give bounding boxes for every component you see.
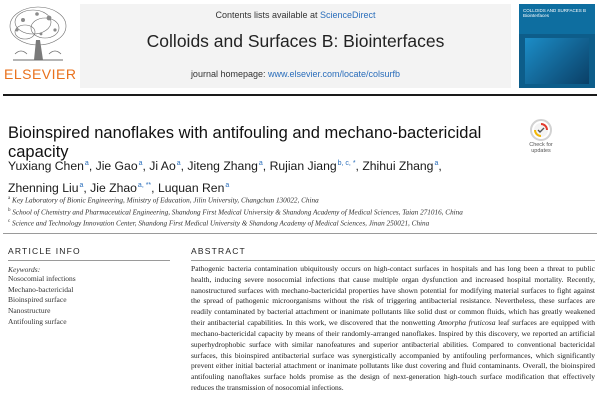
cover-image [525,38,589,84]
homepage-link[interactable]: www.elsevier.com/locate/colsurfb [268,69,401,79]
contents-line [80,10,511,20]
keyword-item: Antifouling surface [8,316,67,326]
article-info-heading: ARTICLE INFO [8,246,81,256]
author[interactable]: Zhenning Liu$^a$ [8,181,84,196]
affiliations [8,194,588,229]
abstract-rule [191,260,595,261]
article-info-rule [8,260,170,261]
affiliation-item: $^a$ Key Laboratory of Bionic Engineering, Ministry of Education, Jilin University, Changchun 130022, China [8,196,319,205]
species-name: Amorpha fruticosa [437,318,496,328]
homepage-prefix: journal homepage: [190,69,268,79]
author[interactable]: Rujian Jiang$^{b, c, *}$ [269,159,356,174]
sciencedirect-link[interactable]: ScienceDirect [320,10,376,20]
keyword-item: Nosocomial infections [8,274,76,283]
journal-cover-thumbnail[interactable] [519,4,595,88]
elsevier-tree-logo [3,2,73,64]
abstract-heading: ABSTRACT [191,246,246,256]
keyword-item: Nanostructure [8,306,51,316]
author-list: Yuxiang Chen$^a$, Jie Gao$^a$, Ji Ao$^a$, Jiteng Zhang$^a$, Rujian Jiang$^{b, c, *}$, Zhihui Zhang$^a$, Zhenning Liu$^a$, Jie Zhao$^{a, **}$, Luquan Ren$^a$ [8,159,442,196]
author[interactable]: Luquan Ren$^a$ [157,181,230,196]
affiliation-item: $^b$ School of Chemistry and Pharmaceutical Engineering, Shandong First Medical University & Shandong Academy of Medical Sciences, Taian 271016, China [8,207,463,216]
keywords-label: Keywords: [8,265,41,274]
article-title: Bioinspired nanoflakes with antifouling and mechano-bactericidal capacity [8,124,482,161]
keyword-item: Bioinspired surface [8,295,67,305]
contents-prefix: Contents lists available at [215,10,321,20]
cover-text: COLLOIDS AND SURFACES B Biointerfaces [523,8,587,18]
author[interactable]: Jie Gao$^a$ [95,159,143,174]
author[interactable]: Jiteng Zhang$^a$ [187,159,263,174]
journal-title[interactable]: Colloids and Surfaces B: Biointerfaces [146,31,445,51]
keyword-item: Mechano-bactericidal [8,284,74,294]
author[interactable]: Yuxiang Chen$^a$ [8,159,89,174]
check-updates-icon [530,119,552,141]
author[interactable]: Jie Zhao$^{a, **}$ [90,181,152,196]
journal-homepage [80,69,511,79]
keywords-list [8,274,168,328]
abstract-text: Pathogenic bacteria contamination ubiquitously occurs on high-contact surfaces in hospitals and has long been a threat to public health, inducing severe nosocomial infections that cause multiple organ dysfunction and increased hospital mortality. Recently, nanostructured surfaces with mechano-bactericidal properties have shown potential for modifying material surfaces to fight against the spread of pathogenic microorganisms without the risk of triggering antibacterial resistance. Nevertheless, these surfaces are readily contaminated by bacterial attachment or inanimate pollutants like solid dust or common fluids, which has greatly weakened their antibacterial capabilities. In this work, we discovered that the nonwetting Amorpha fruticosa leaf surfaces are equipped with mechano-bactericidal capacity by means of their randomly-arranged nanoflakes. Inspired by this discovery, we reported an artificial superhydrophobic surface with similar nanofeatures and superior antibacterial abilities. Compared to conventional bactericidal surfaces, this bioinspired antibacterial surface was synergistically accompanied by antifouling performances, which significantly prevent either initial bacterial attachment or inanimate pollutants like dust covering and fluid contaminants. Overall, the bioinspired antifouling nanoflakes surface holds promise as the design of next-generation high-touch surface modification that effectively reduces the transmission of nosocomial infections. [191,264,595,392]
author[interactable]: Zhihui Zhang$^a$ [362,159,439,174]
affiliation-item: $^c$ Science and Technology Innovation Center, Shandong First Medical University & Shandong Academy of Medical Sciences, Jinan 250021, China [8,219,430,228]
header-rule [3,94,597,96]
publisher-logo-text[interactable]: ELSEVIER [4,66,77,82]
section-rule [3,233,597,234]
author[interactable]: Ji Ao$^a$ [149,159,181,174]
check-for-updates-button[interactable] [525,119,557,155]
check-updates-label: Check for updates [529,142,553,154]
